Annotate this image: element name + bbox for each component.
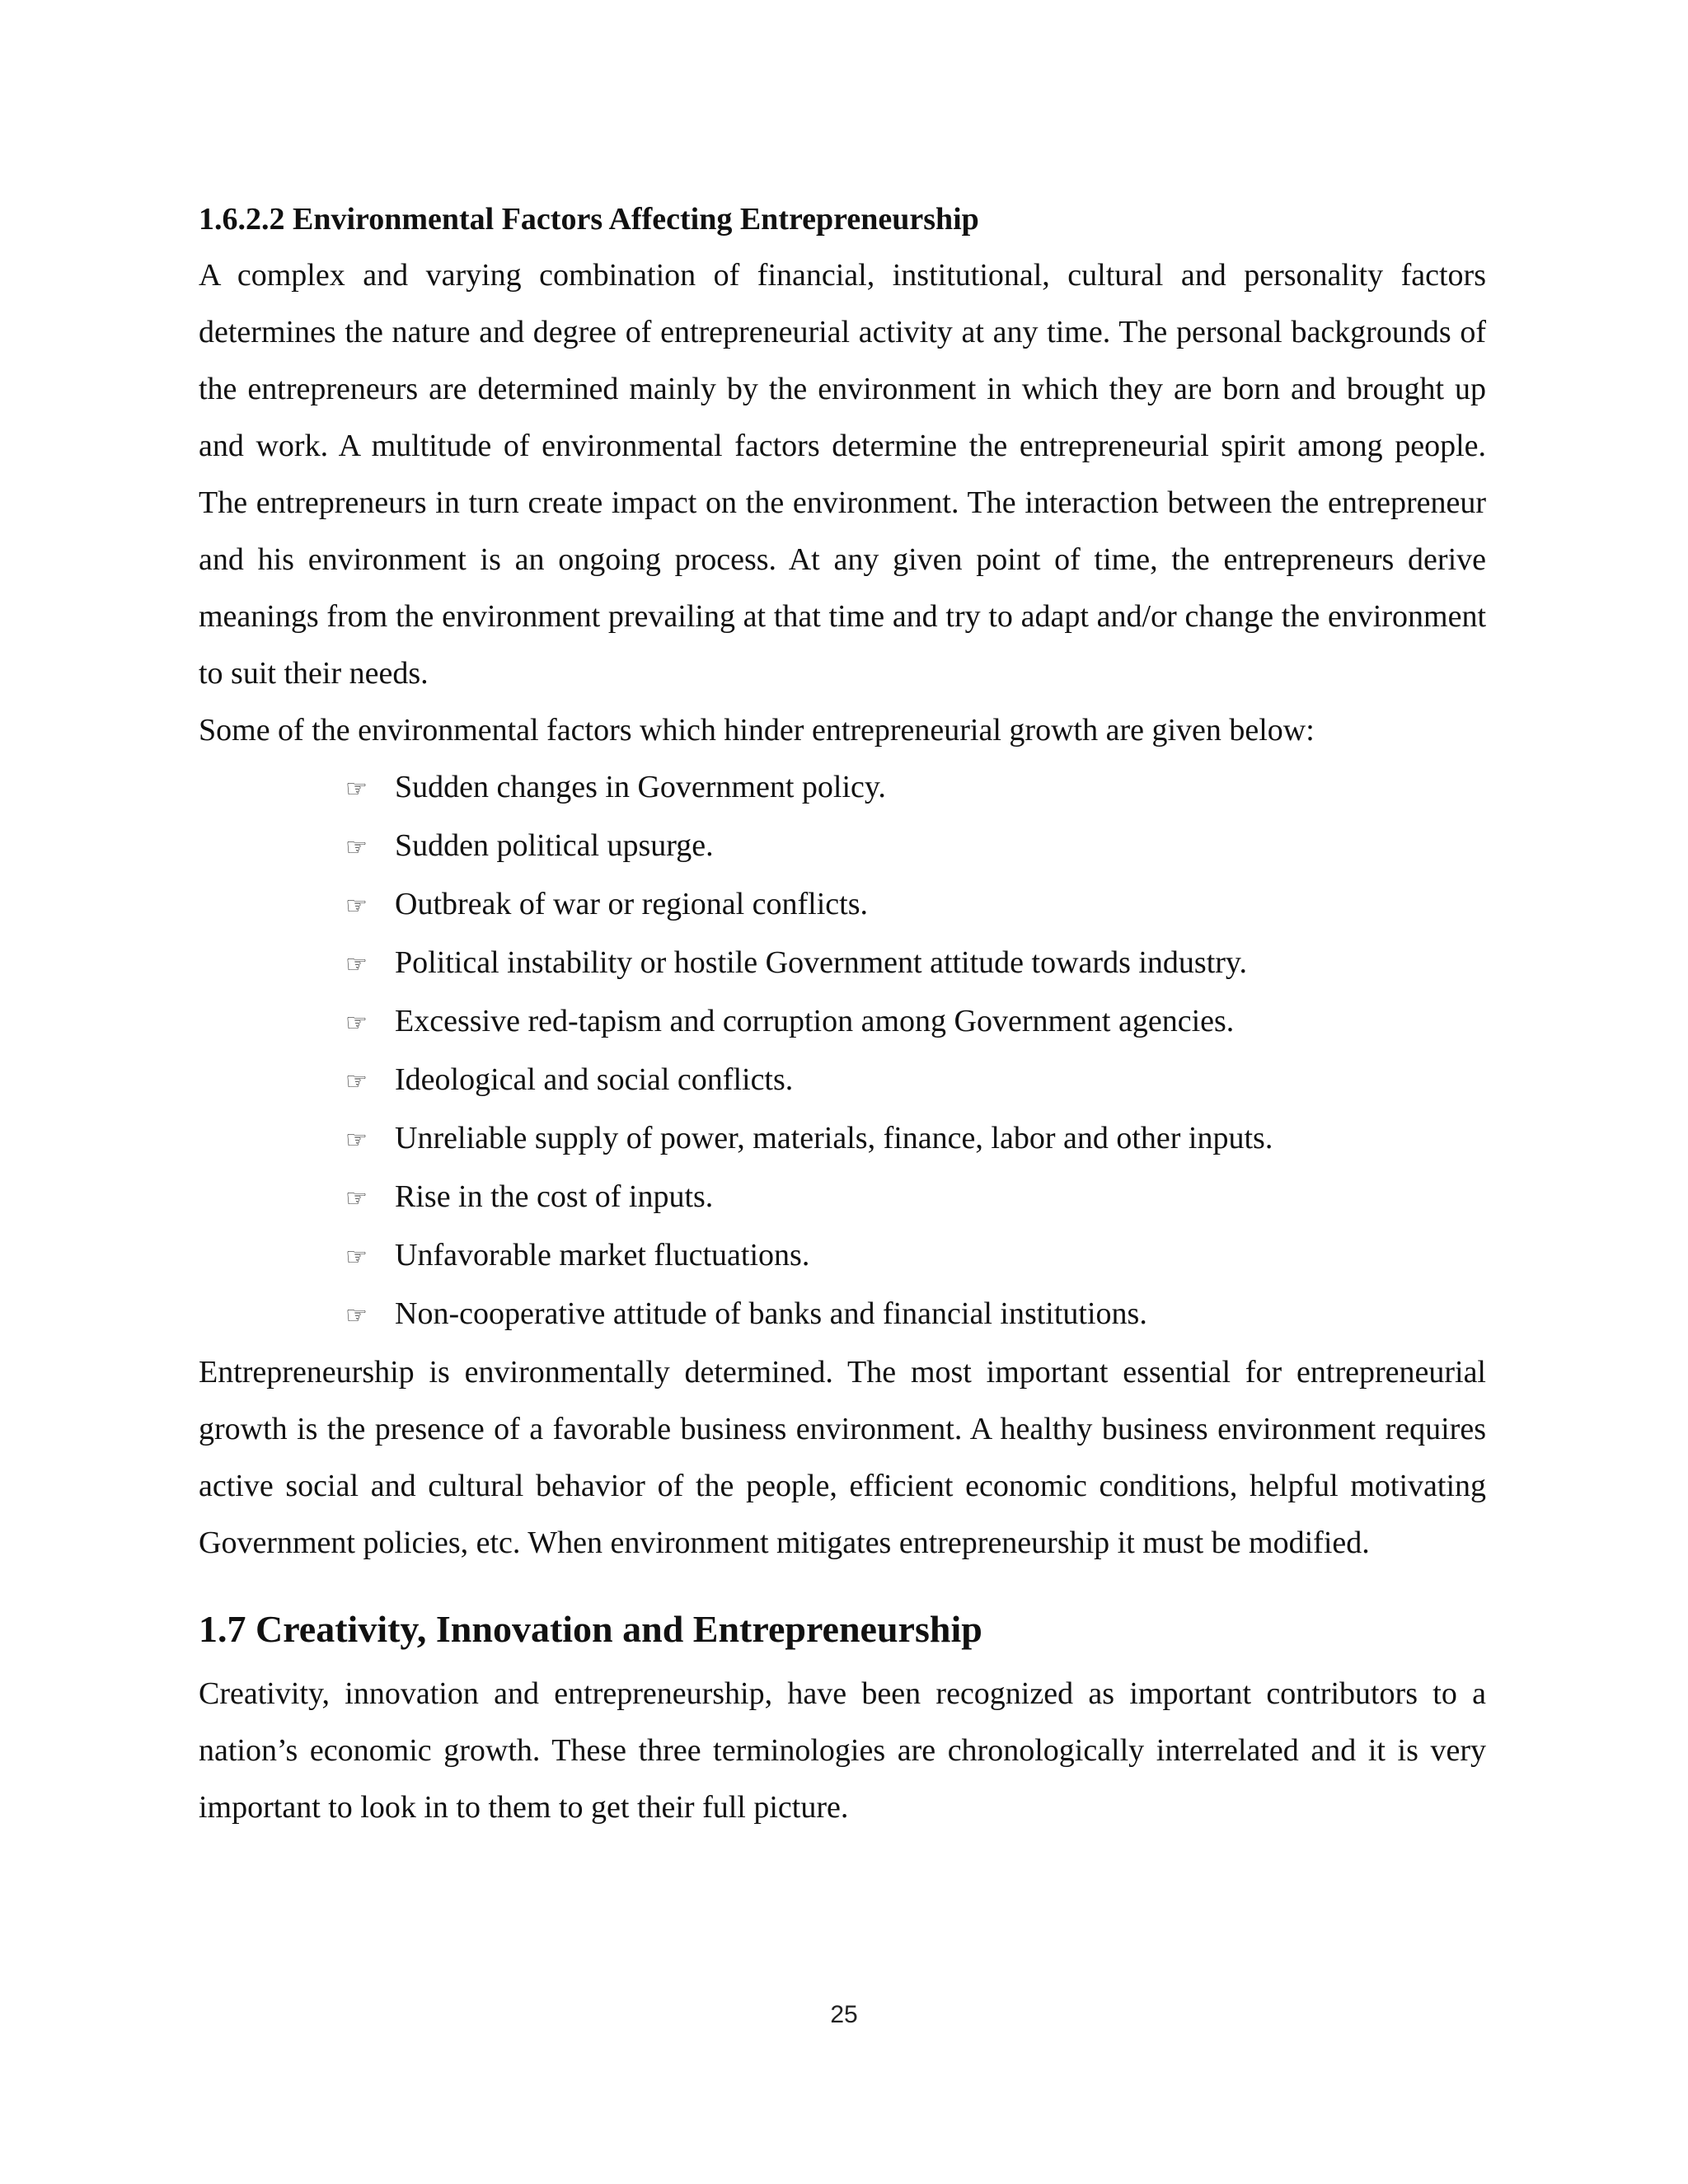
list-item: ☞ Excessive red-tapism and corruption among Government agencies.: [345, 993, 1486, 1052]
section-heading: 1.6.2.2 Environmental Factors Affecting Entrepreneurship: [199, 202, 979, 237]
section-heading-creativity: 1.7 Creativity, Innovation and Entrepreneurship: [199, 1608, 982, 1650]
paragraph-creativity-intro: Creativity, innovation and entrepreneurship, have been recognized as important contributors to a nation’s economic growth. These three terminologies are chronologically interrelated and it is very important to look in to them to get their full picture.: [199, 1676, 1486, 1825]
pointing-hand-icon: ☞: [345, 1126, 368, 1155]
hindering-factors-list: [199, 759, 1486, 1344]
paragraph-environment-conclusion: Entrepreneurship is environmentally determined. The most important essential for entrepreneurial growth is the presence of a favorable business environment. A healthy business environment requires active social and cultural behavior of the people, efficient economic conditions, helpful motivating Government policies, etc. When environment mitigates entrepreneurship it must be modified.: [199, 1355, 1486, 1560]
pointing-hand-icon: ☞: [345, 1009, 368, 1038]
list-item: ☞ Sudden changes in Government policy.: [345, 759, 1486, 818]
pointing-hand-icon: ☞: [345, 1184, 368, 1213]
list-item: ☞ Outbreak of war or regional conflicts.: [345, 876, 1486, 935]
list-item: ☞ Unfavorable market fluctuations.: [345, 1227, 1486, 1286]
list-intro: Some of the environmental factors which hinder entrepreneurial growth are given below:: [199, 713, 1315, 748]
pointing-hand-icon: ☞: [345, 1301, 368, 1330]
page-content: [199, 196, 1486, 1836]
page-number: 25: [830, 2001, 858, 2028]
pointing-hand-icon: ☞: [345, 892, 368, 921]
paragraph-environment-intro: A complex and varying combination of financial, institutional, cultural and personality factors determines the nature and degree of entrepreneurial activity at any time. The personal backgrounds of the entrepreneurs are determined mainly by the environment in which they are born and brought up and work. A multitude of environmental factors determine the entrepreneurial spirit among people. The entrepreneurs in turn create impact on the environment. The interaction between the entrepreneur and his environment is an ongoing process. At any given point of time, the entrepreneurs derive meanings from the environment prevailing at that time and try to adapt and/or change the environment to suit their needs.: [199, 258, 1486, 691]
list-item: ☞ Political instability or hostile Government attitude towards industry.: [345, 935, 1486, 993]
pointing-hand-icon: ☞: [345, 833, 368, 862]
list-item: ☞ Sudden political upsurge.: [345, 818, 1486, 876]
pointing-hand-icon: ☞: [345, 775, 368, 804]
pointing-hand-icon: ☞: [345, 1067, 368, 1096]
list-item: ☞ Ideological and social conflicts.: [345, 1052, 1486, 1110]
list-item: ☞ Unreliable supply of power, materials, finance, labor and other inputs.: [345, 1110, 1486, 1169]
pointing-hand-icon: ☞: [345, 1243, 368, 1272]
pointing-hand-icon: ☞: [345, 950, 368, 979]
list-item: ☞ Rise in the cost of inputs.: [345, 1169, 1486, 1227]
list-item: ☞ Non-cooperative attitude of banks and financial institutions.: [345, 1286, 1486, 1344]
